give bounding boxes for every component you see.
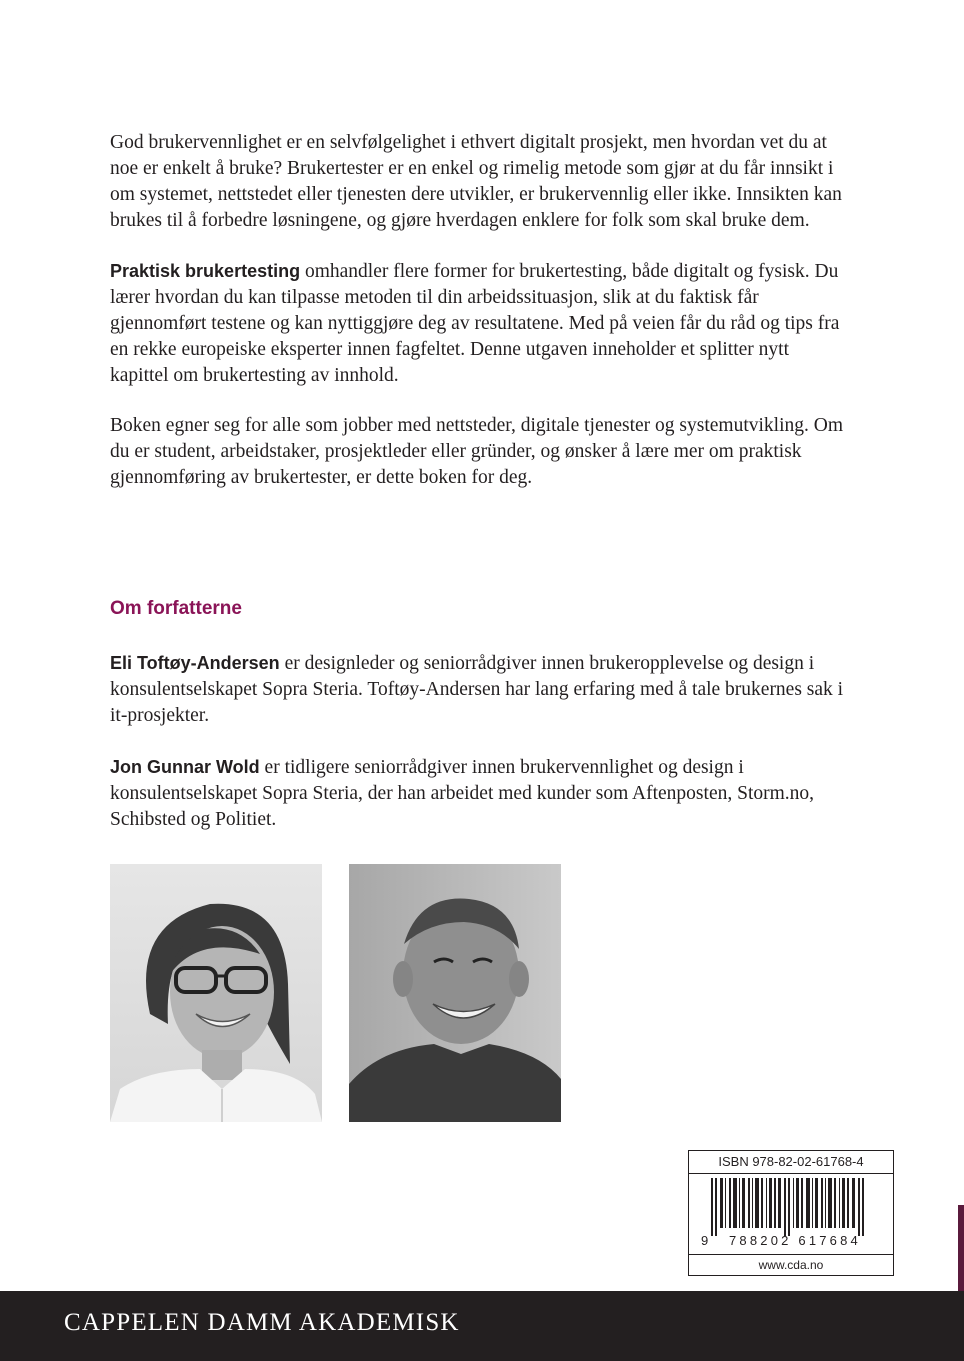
barcode-bars — [711, 1178, 873, 1236]
book-summary-text: omhandler flere former for brukertesting, både digitalt og fysisk. Du lærer hvordan du kan tilpasse metoden til din arbeidssituasjon, slik at du faktisk får gjennomført testene og kan nyttiggjøre deg av resultatene. Med på veien får du råd og tips fra en rekke europeiske eksperter innen fagfeltet. Denne utgaven inneholder et splitter nytt kapittel om brukertesting av innhold. — [110, 261, 840, 386]
author-name-2: Jon Gunnar Wold — [110, 757, 260, 777]
spine-edge — [958, 1205, 964, 1291]
author-photo-1 — [110, 864, 322, 1122]
barcode-digit-first: 9 — [701, 1233, 712, 1248]
isbn-barcode — [688, 1150, 894, 1276]
back-cover-description — [110, 130, 850, 491]
publisher-footer — [0, 1291, 964, 1361]
publisher-logo: CAPPELEN DAMM AKADEMISK — [64, 1309, 460, 1336]
book-summary-paragraph — [110, 258, 850, 389]
authors-heading: Om forfatterne — [110, 598, 242, 619]
author-bio-text-1: er designleder og seniorrådgiver innen brukeropplevelse og design i konsulentselskapet Sopra Steria. Toftøy-Andersen har lang erfaring med å tale brukernes sak i it-prosjekter. — [110, 653, 844, 726]
author-photo-2 — [349, 864, 561, 1122]
book-title-lead: Praktisk brukertesting — [110, 261, 301, 281]
author-bio-text-2: er tidligere seniorrådgiver innen brukervennlighet og design i konsulentselskapet Sopra Steria, der han arbeidet med kunder som Aftenposten, Storm.no, Schibsted og Politiet. — [110, 757, 815, 830]
intro-paragraph: God brukervennlighet er en selvfølgelighet i ethvert digitalt prosjekt, men hvordan vet du at noe er enkelt å bruke? Brukertester er en enkel og rimelig metode som gjør at du får innsikt i om systemet, nettstedet eller tjenesten dere utvikler, er brukervennlig eller ikke. Innsikten kan brukes til å forbedre løsningene, og gjøre hverdagen enklere for folk som skal bruke dem. — [110, 132, 842, 231]
publisher-url: www.cda.no — [689, 1254, 893, 1272]
barcode-digit-group: 788202 617684 — [729, 1233, 861, 1248]
isbn-label: ISBN 978-82-02-61768-4 — [689, 1154, 893, 1174]
author-bio-1 — [110, 650, 850, 729]
author-bio-2 — [110, 754, 850, 833]
authors-section — [110, 650, 850, 833]
audience-paragraph: Boken egner seg for alle som jobber med nettsteder, digitale tjenester og systemutvikling. Om du er student, arbeidstaker, prosjektleder eller gründer, og ønsker å lære mer om praktisk gjennomføring av brukertester, er dette boken for deg. — [110, 415, 844, 488]
author-name-1: Eli Toftøy-Andersen — [110, 653, 280, 673]
